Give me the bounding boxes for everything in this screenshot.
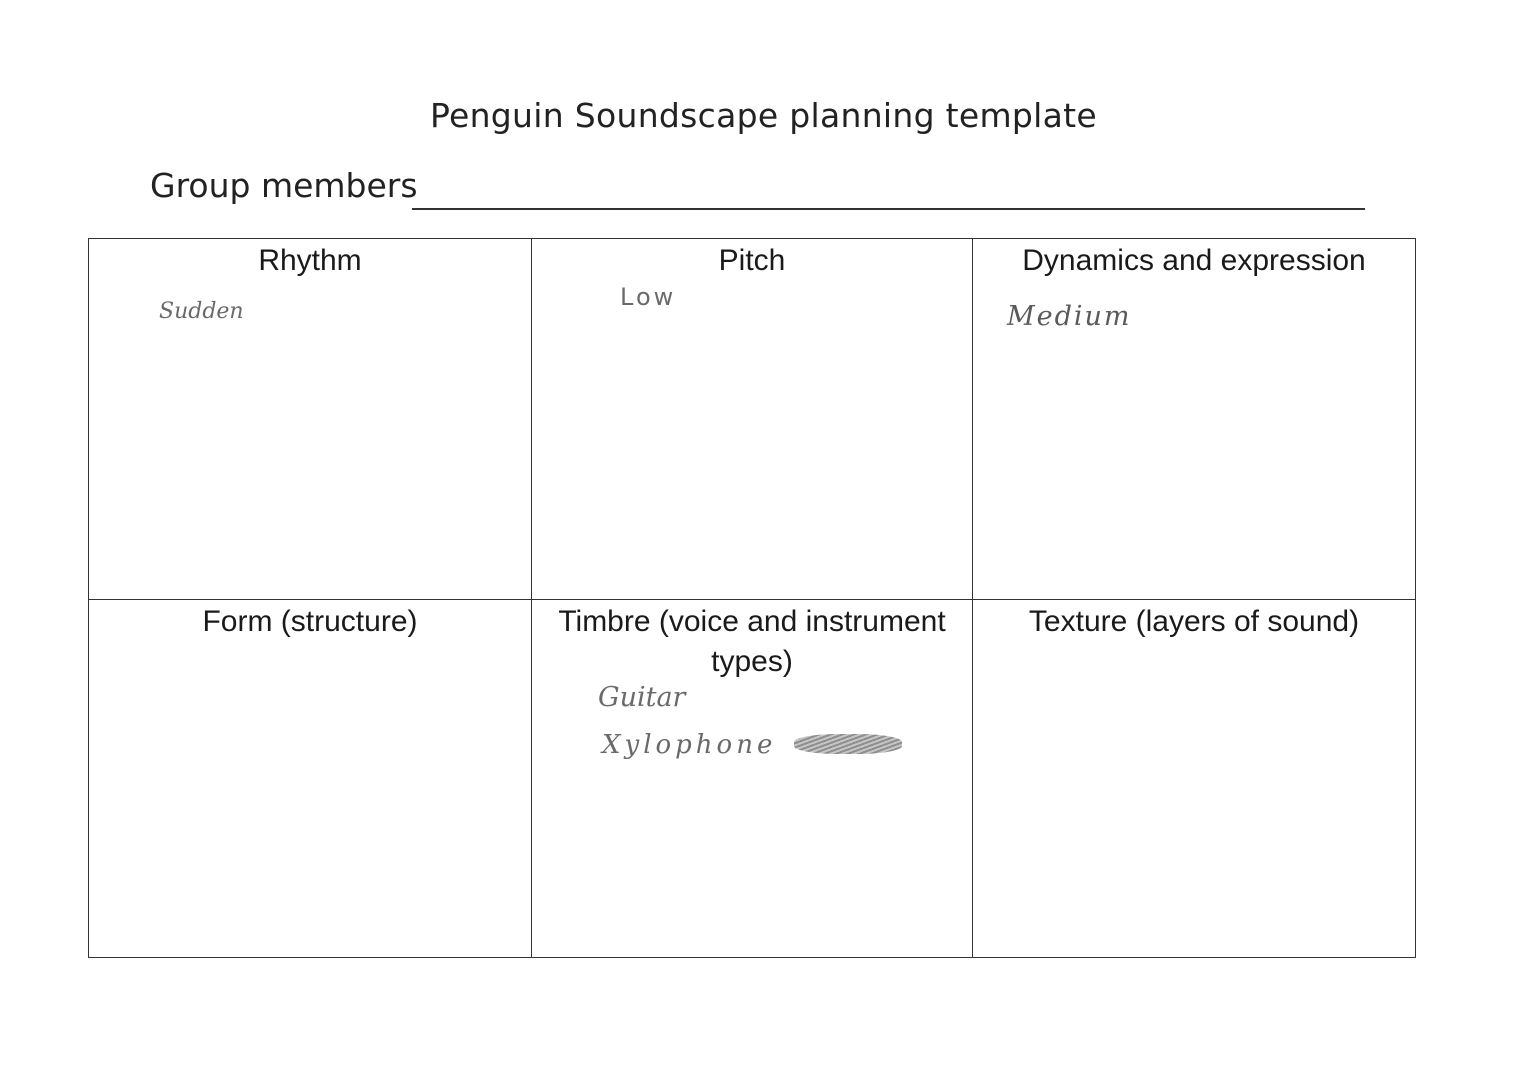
cell-heading-pitch: Pitch (718, 244, 786, 277)
page-title: Penguin Soundscape planning template (429, 96, 1098, 135)
cell-heading-dynamics-and-expression: Dynamics and expression (1022, 244, 1366, 277)
cell-pitch (532, 239, 973, 600)
cell-rhythm (89, 239, 532, 600)
handwritten-note-sudden: Sudden (159, 299, 244, 324)
cell-dynamics-and-expression (973, 239, 1415, 600)
handwritten-note-guitar: Guitar (598, 682, 686, 713)
group-members-label: Group members (150, 166, 418, 205)
cell-heading-texture: Texture (layers of sound) (1028, 605, 1360, 638)
handwritten-note-xylophone: Xylophone (602, 730, 777, 760)
handwritten-note-medium: Medium (1007, 301, 1132, 332)
cell-form-structure (89, 600, 532, 957)
planning-grid (88, 238, 1416, 958)
crossed-out-scribble (794, 734, 902, 754)
cell-heading-form-structure: Form (structure) (202, 605, 418, 638)
cell-heading-rhythm: Rhythm (258, 244, 362, 277)
cell-texture (973, 600, 1415, 957)
group-members-row (150, 166, 1365, 214)
group-members-blank-line (412, 208, 1365, 210)
cell-timbre (532, 600, 973, 957)
cell-heading-timbre: Timbre (voice and instrument types) (558, 605, 946, 678)
handwritten-note-low: Low (620, 283, 677, 311)
